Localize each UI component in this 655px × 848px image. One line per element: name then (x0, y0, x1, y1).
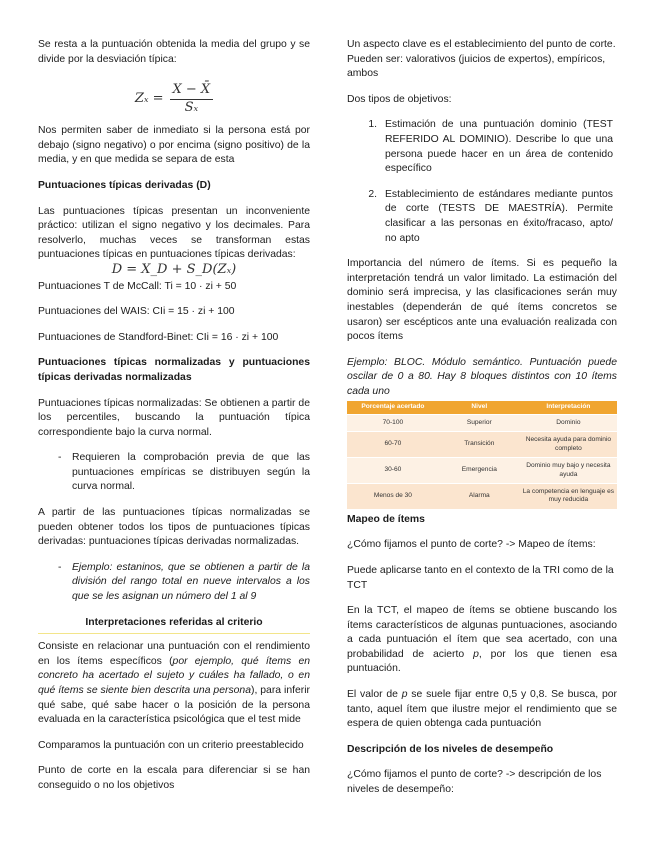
tct-text-b: , por los que tienen esa puntuación. (347, 648, 617, 675)
wais-line: Puntuaciones del WAIS: CIi = 15 · zi + 100 (38, 306, 235, 318)
tri-tct-paragraph: Puede aplicarse tanto en el contexto de la TRI como de la TCT (347, 564, 614, 591)
z-formula-numerator: X − X̄ (170, 83, 214, 100)
z-score-formula (38, 78, 310, 120)
objectives-list (347, 118, 617, 246)
derived-score-formula: D = X_D + S_D(Zₓ) (111, 261, 237, 277)
performance-levels-heading: Descripción de los niveles de desempeño (347, 743, 554, 755)
bullet-dash: - (58, 561, 62, 573)
cutoff-key-paragraph: Un aspecto clave es el establecimiento del punto de corte. Pueden ser: valorativos (juicios de expertos), empíricos, ambos (347, 39, 616, 80)
list-number: 1. (368, 119, 377, 131)
bullet-dash: - (58, 452, 62, 464)
compare-criterion-paragraph: Comparamos la puntuación con un criterio preestablecido (38, 739, 304, 751)
z-formula-denominator: Sₓ (184, 99, 199, 115)
z-formula-fraction (170, 83, 214, 115)
table-cell: 30-60 (347, 458, 439, 484)
table-header-cell: Nivel (439, 401, 520, 414)
table-row (347, 414, 617, 431)
table-cell: 70-100 (347, 414, 439, 431)
table-cell: Menos de 30 (347, 483, 439, 508)
bloc-example-paragraph: Ejemplo: BLOC. Módulo semántico. Puntuación puede oscilar de 0 a 80. Hay 8 bloques distintos con 10 ítems cada uno (347, 356, 617, 397)
table-header-row (347, 401, 617, 414)
p-text-a: El valor de (347, 689, 402, 701)
tct-mapping-paragraph (347, 604, 617, 677)
table-cell: Superior (439, 414, 520, 431)
performance-levels-question: ¿Cómo fijamos el punto de corte? -> descripción de los niveles de desempeño: (347, 769, 602, 796)
criterion-text-a: Consiste en relacionar una puntuación con el rendimiento en los ítems específicos ( (38, 641, 310, 667)
table-cell: La competencia en lenguaje es muy reducida (520, 483, 617, 508)
normalized-scores-heading: Puntuaciones típicas normalizadas y puntuaciones típicas derivadas normalizadas (38, 357, 310, 383)
probability-symbol: p (401, 689, 408, 701)
objectives-intro: Dos tipos de objetivos: (347, 93, 452, 105)
derived-scores-paragraph: Las puntuaciones típicas presentan un inconveniente práctico: utilizan el signo negativo y los decimales. Para resolverlo, muchas veces se transforman estas puntuaciones típicas en puntuaciones típicas derivadas: (38, 205, 310, 261)
list-number: 2. (368, 188, 377, 200)
z-score-intro: Se resta a la puntuación obtenida la media del grupo y se divide por la desviación típica: (38, 39, 310, 65)
z-score-explanation: Nos permiten saber de inmediato si la persona está por debajo (signo negativo) o por encima (signo positivo) de la media, y en que medida se separa de esta (38, 125, 310, 166)
bullet-text: Ejemplo: estaninos, que se obtienen a partir de la división del rango total en nueve intervalos a los que se les asignan un número del 1 al 9 (72, 561, 310, 603)
criterion-paragraph (38, 640, 310, 728)
table-cell: Transición (439, 432, 520, 458)
criterion-text-italic: por ejemplo, qué ítems en concreto ha acertado el sujeto y cuáles ha fallado, o en qué ítems se siente bien descrita una persona (38, 655, 310, 696)
objective-item-1 (347, 118, 617, 176)
left-column (38, 38, 310, 805)
objective-text: Establecimiento de estándares mediante puntos de corte (TESTS DE MAESTRÍA). Permite clasificar a las personas en éxito/fracaso, apto/ no apto (385, 188, 613, 244)
stanford-binet-line: Puntuaciones de Standford-Binet: CIi = 16 · zi + 100 (38, 331, 279, 343)
table-cell: 60-70 (347, 432, 439, 458)
performance-levels-table (347, 401, 617, 508)
table-row (347, 432, 617, 458)
item-mapping-heading: Mapeo de ítems (347, 513, 425, 525)
table-row (347, 483, 617, 508)
tct-text-a: En la TCT, el mapeo de ítems se obtiene buscando los ítems característicos de algunas puntuaciones, asociando a cada puntuación el ítem que sea acertado, con una probabilidad de acierto (347, 605, 617, 660)
bullet-normal-check (38, 451, 310, 495)
criterion-section-title: Interpretaciones referidas al criterio (38, 616, 310, 635)
table-row (347, 458, 617, 484)
item-mapping-question: ¿Cómo fijamos el punto de corte? -> Mapeo de ítems: (347, 539, 596, 551)
table-cell: Emergencia (439, 458, 520, 484)
mccall-line: Puntuaciones T de McCall: Ti = 10 · zi + 50 (38, 280, 237, 292)
right-column (347, 38, 617, 809)
derived-scores-heading: Puntuaciones típicas derivadas (D) (38, 179, 211, 191)
items-importance-paragraph: Importancia del número de ítems. Si es pequeño la interpretación tendrá un valor limitado. La estimación del dominio será imprecisa, y las clasificaciones serán muy inestables (dependerán de qué ítems concretos se usaron) ser escépticos ante una evaluación realizada con pocos ítems (347, 258, 617, 343)
p-text-b: se suele fijar entre 0,5 y 0,8. Se busca, por tanto, aquel ítem que ilustre mejor el rendimiento que se espera de quien obtenga cada puntuación (347, 689, 618, 730)
probability-symbol: p (473, 648, 479, 660)
table-cell: Dominio (520, 414, 617, 431)
table-cell: Alarma (439, 483, 520, 508)
z-formula-lhs: Zₓ = (134, 90, 164, 106)
normalized-scores-paragraph: Puntuaciones típicas normalizadas: Se obtienen a partir de los percentiles, buscando la puntuación típica correspondiente bajo la curva normal. (38, 397, 310, 438)
cutoff-paragraph: Punto de corte en la escala para diferenciar si se han conseguido o no los objetivos (38, 765, 310, 791)
bullet-stanines-example (38, 561, 310, 605)
criterion-text-b: ), para inferir qué sabe, qué sabe hacer o la posición de la persona evaluada en la característica psicológica que el test mide (38, 685, 311, 726)
p-value-paragraph (347, 688, 617, 732)
bullet-text: Requieren la comprobación previa de que las puntuaciones empíricas se distribuyen según la curva normal. (72, 452, 310, 493)
objective-text: Estimación de una puntuación dominio (TEST REFERIDO AL DOMINIO). Describe lo que una persona puede hacer en un área de contenido específico (385, 119, 613, 175)
normalized-derived-paragraph: A partir de las puntuaciones típicas normalizadas se pueden obtener todos los tipos de puntuaciones típicas derivadas: puntuaciones típicas derivadas normalizadas. (38, 507, 310, 548)
table-cell: Necesita ayuda para dominio completo (520, 432, 617, 458)
table-header-cell: Porcentaje acertado (347, 401, 439, 414)
table-header-cell: Interpretación (520, 401, 617, 414)
table-cell: Dominio muy bajo y necesita ayuda (520, 458, 617, 484)
objective-item-2 (347, 188, 617, 246)
